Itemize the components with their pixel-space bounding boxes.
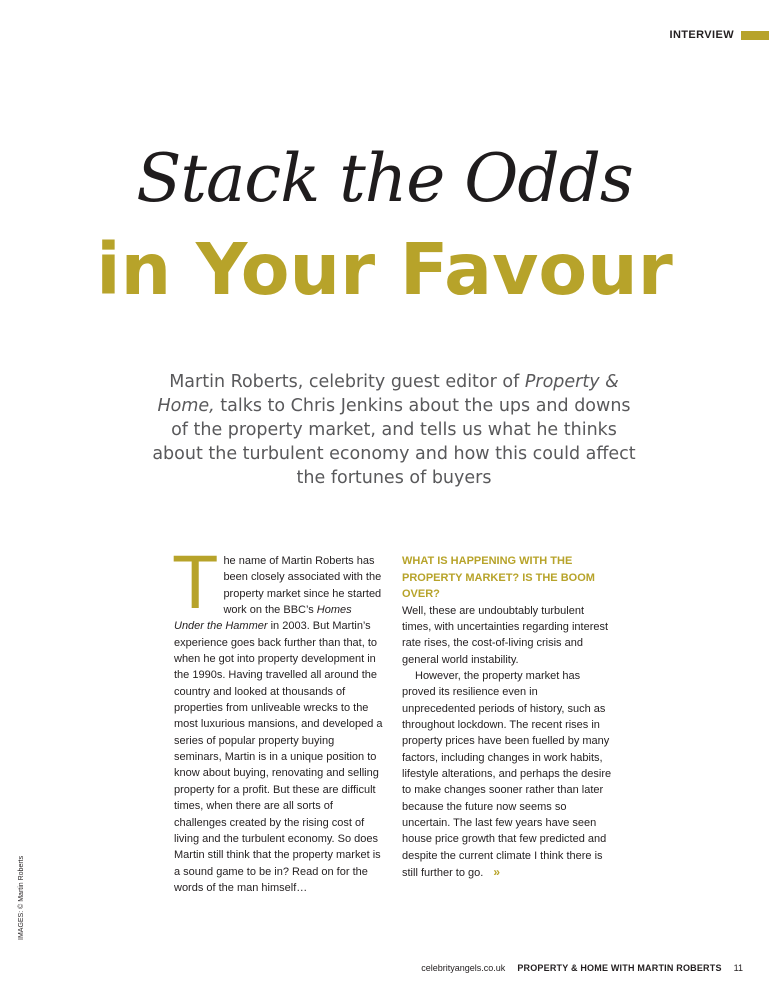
footer-website: celebrityangels.co.uk [421, 963, 506, 973]
standfirst-text-1: Martin Roberts, celebrity guest editor of [169, 372, 525, 392]
footer-publication: PROPERTY & HOME WITH MARTIN ROBERTS [517, 963, 722, 973]
standfirst-publication: Property & Home, [157, 372, 619, 416]
intro-show-title: Homes Under the Hammer [174, 604, 352, 633]
section-accent-bar [741, 31, 769, 40]
question-heading: WHAT IS HAPPENING WITH THE PROPERTY MARKET? IS THE BOOM OVER? [402, 555, 595, 600]
standfirst-text-2: talks to Chris Jenkins about the ups and downs of the property market, and tells us what he thinks about the turbulent economy and how this could affect the fortunes of buyers [152, 396, 636, 488]
answer-paragraph-2 [402, 668, 612, 881]
body-column-left [172, 540, 384, 896]
page-footer [421, 963, 743, 973]
title-line-1: Stack the Odds [136, 140, 633, 217]
answer-paragraph-2-text: However, the property market has proved its resilience even in unprecedented periods of history, such as throughout lockdown. The recent rises in property prices have been fuelled by many factors, including changes in work habits, lifestyle alterations, and perhaps the desire to make changes sooner rather than later because the future now seems so uncertain. The last few years have seen house price growth that few predicted and despite the current climate I think there is still further to go. [402, 669, 612, 879]
section-tag [669, 28, 769, 42]
standfirst [150, 370, 638, 490]
answer-paragraph-1: Well, these are undoubtably turbulent times, with uncertainties regarding interest rate rises, the cost-of-living crisis and general world instability. [402, 604, 609, 666]
intro-paragraph [172, 540, 384, 896]
section-label: INTERVIEW [669, 29, 734, 41]
body-column-right [402, 553, 612, 881]
drop-cap: T [172, 540, 219, 625]
title-line-2: in Your Favour [96, 228, 673, 311]
page-number: 11 [733, 963, 743, 973]
image-credit: IMAGES: © Martin Roberts [18, 855, 25, 940]
continue-arrow-icon: » [493, 865, 501, 879]
intro-text-1: he name of Martin Roberts has been closely associated with the property market since he started work on the BBC’s [223, 555, 382, 617]
intro-text-2: in 2003. But Martin’s experience goes back further than that, to when he got into property development in the 1990s. Having travelled all around the country and looked at thousands of properties from unliveable wrecks to the most luxurious mansions, and developed a series of popular property buying seminars, Martin is in a unique position to know about buying, renovating and selling property for a profit. But these are difficult times, when there are all sorts of challenges created by the rising cost of living and the turbulent economy. So does Martin still think that the property market is a sound game to be in? Read on for the words of the man himself… [174, 620, 383, 894]
